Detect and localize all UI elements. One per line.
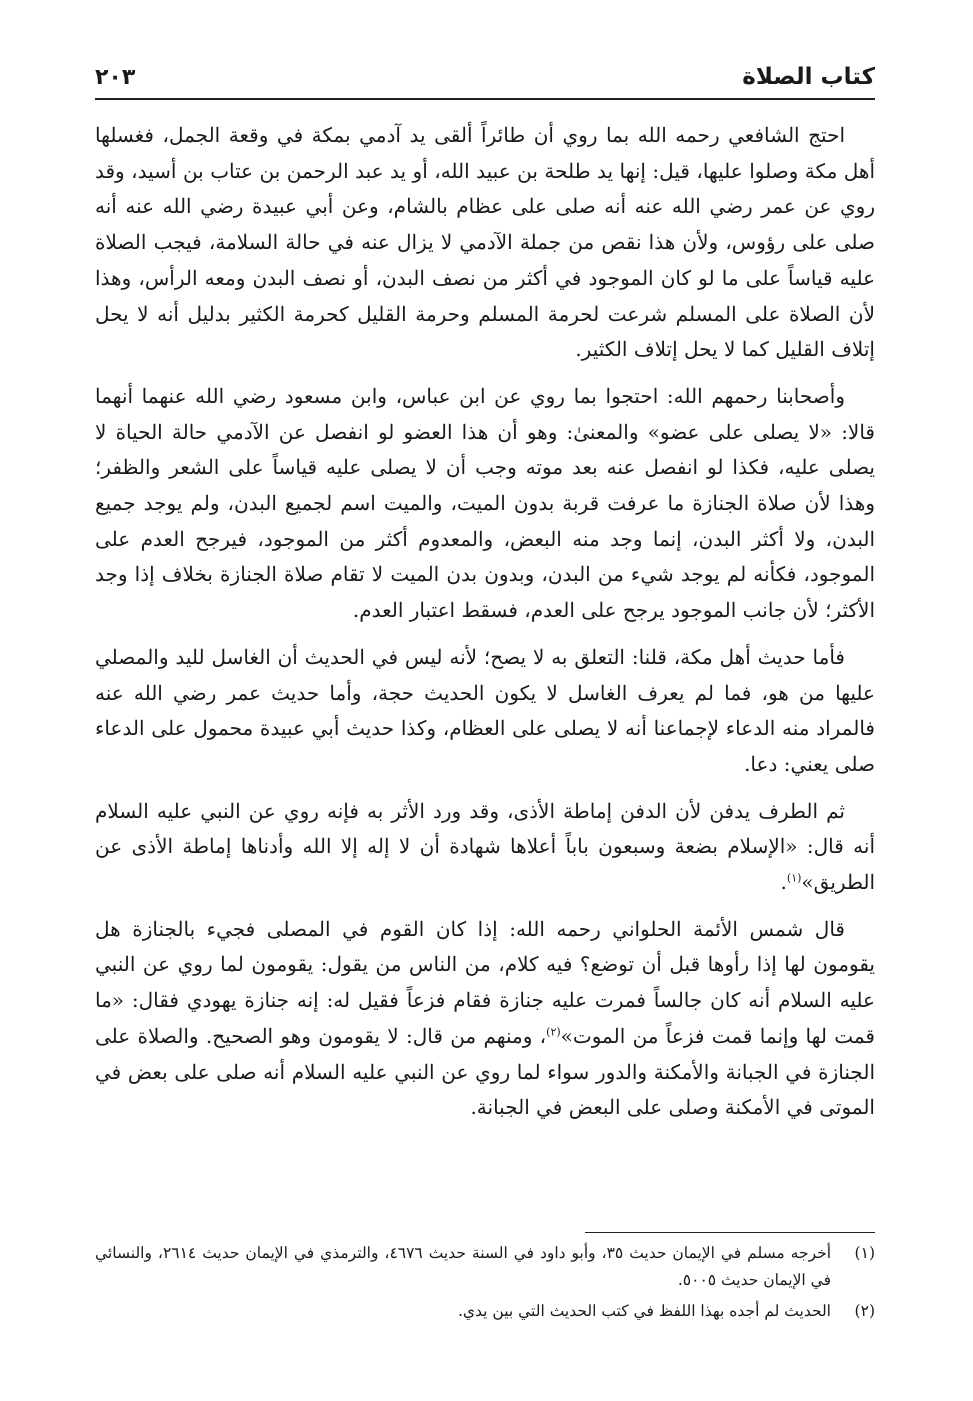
paragraph-standing-for-funeral: [95, 912, 875, 1126]
paragraph-shafii-argument: احتج الشافعي رحمه الله بما روي أن طائراً ألقى يد آدمي بمكة في وقعة الجمل، فغسلها أهل مكة وصلوا عليها، قيل: إنها يد طلحة بن عبيد الله، أو يد عبد الرحمن بن عتاب بن أسيد، وقد روي عن عمر رضي الله عنه أنه صلى على عظام بالشام، وعن أبي عبيدة رضي الله عنه أنه صلى على رؤوس، ولأن هذا نقص من جملة الآدمي لا يزال عنه في حالة السلامة، فيجب الصلاة عليه قياساً على ما لو كان الموجود في أكثر من نصف البدن، أو نصف البدن ومعه الرأس، وهذا لأن الصلاة على المسلم شرعت لحرمة المسلم وحرمة القليل كحرمة الكثير بدليل أنه لا يحل إتلاف القليل كما لا يحل إتلاف الكثير.: [95, 123, 875, 362]
footnote-text: الحديث لم أجده بهذا اللفظ في كتب الحديث التي بين يدي.: [457, 1302, 831, 1320]
footnote-text: أخرجه مسلم في الإيمان حديث ٣٥، وأبو داود في السنة حديث ٤٦٧٦، والترمذي في الإيمان حديث ٢٦١٤، والنسائي في الإيمان حديث ٥٠٠٥.: [95, 1244, 832, 1289]
footnote-separator: [585, 1232, 875, 1233]
footnotes: [95, 1240, 875, 1329]
footnote-ref-1[interactable]: (١): [786, 871, 802, 885]
footnote-ref-2[interactable]: (٢): [546, 1025, 561, 1039]
footnote-2: [95, 1298, 875, 1325]
paragraph-standing-text-a: قال شمس الأئمة الحلواني رحمه الله: إذا كان القوم في المصلى فجيء بالجنازة هل يقومون لها إذا رأوها قبل أن توضع؟ فيه كلام، من الناس من يقول: يقومون لما روي عن النبي عليه السلام أنه كان جالساً فمرت عليه جنازة فقام فزعاً فقيل له: إنه جنازة يهودي فقال: «ما قمت لها وإنما قمت فزعاً من الموت»: [95, 916, 875, 1048]
main-text: [95, 118, 875, 1137]
paragraph-hanafi-argument: وأصحابنا رحمهم الله: احتجوا بما روي عن ابن عباس، وابن مسعود رضي الله عنهما أنهما قالا: «لا يصلى على عضو» والمعنىٰ: وهو أن هذا العضو لو انفصل عن الآدمي حالة الحياة لا يصلى عليه، فكذا لو انفصل عنه بعد موته وجب أن لا يصلى عليه قياساً على الشعر والظفر؛ وهذا لأن صلاة الجنازة ما عرفت قربة بدون الميت، والميت اسم لجميع البدن، ولم يوجد جميع البدن، ولا أكثر البدن، إنما وجد منه البعض، والمعدوم أكثر من الموجود، فيرجح العدم على الموجود، فكأنه لم يوجد شيء من البدن، وبدون بدن الميت لا تقام صلاة الجنازة بخلاف إذا وجد الأكثر؛ لأن جانب الموجود يرجح على العدم، فسقط اعتبار العدم.: [95, 383, 875, 623]
paragraph-burial-limb: [95, 794, 875, 901]
page-number: ٢٠٣: [95, 64, 136, 90]
paragraph-standing-text-b: ، ومنهم من قال: لا يقومون وهو الصحيح. والصلاة على الجنازة في الجبانة والأمكنة والدور سواء لما روي عن النبي عليه السلام أنه صلى على بعض في الموتى في الأمكنة وصلى على البعض في الجبانة.: [95, 1023, 875, 1120]
chapter-title: كتاب الصلاة: [742, 64, 875, 90]
footnote-marker: (١): [854, 1244, 875, 1262]
paragraph-burial-limb-text: ثم الطرف يدفن لأن الدفن إماطة الأذى، وقد ورد الأثر به فإنه روي عن النبي عليه السلام أنه قال: «الإسلام بضعة وسبعون باباً أعلاها شهادة أن لا إله إلا الله وأدناها إماطة الأذى عن الطريق»: [95, 798, 875, 895]
footnote-marker: (٢): [854, 1302, 875, 1320]
sentence-end: .: [780, 870, 787, 895]
footnote-1: [95, 1240, 875, 1294]
paragraph-response: فأما حديث أهل مكة، قلنا: التعلق به لا يصح؛ لأنه ليس في الحديث أن الغاسل لليد والمصلي عليها من هو، فما لم يعرف الغاسل لا يكون الحديث حجة، وأما حديث عمر رضي الله عنه فالمراد منه الدعاء لإجماعنا أنه لا يصلى على العظام، وكذا حديث أبي عبيدة محمول على الدعاء صلى يعني: دعا.: [95, 644, 875, 776]
running-header: [95, 56, 875, 100]
